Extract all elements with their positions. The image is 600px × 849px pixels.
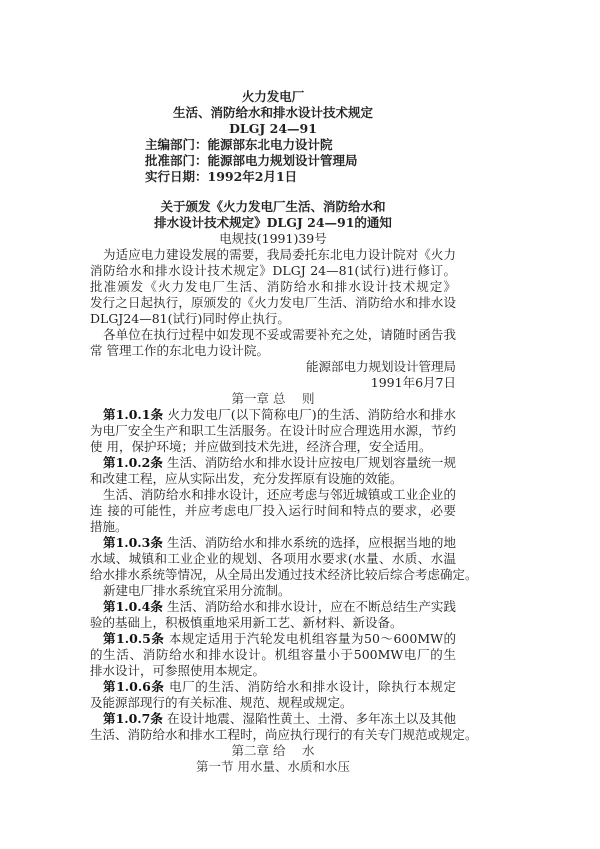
text-line: [90, 679, 456, 695]
text-line: [90, 615, 456, 631]
article: [90, 455, 456, 487]
notice-title-1: 关于颁发《火力发电厂生活、消防给水和: [160, 199, 386, 214]
line-text: 各单位在执行过程中如发现不妥或需要补充之处，请随时函告我: [103, 327, 456, 342]
article-label: 第1.0.7条: [103, 711, 163, 726]
section-1-title: 第一节 用水量、水质和水压: [196, 759, 350, 774]
line-text: 及能源部现行的有关标准、规范、规程或规定。: [90, 695, 353, 710]
text-line: [90, 327, 456, 343]
text-line: [90, 695, 456, 711]
doc-code: DLGJ 24—91: [229, 121, 317, 136]
line-text: 发行之日起执行，原颁发的《火力发电厂生活、消防给水和排水设: [90, 295, 456, 310]
chapter-1-title: 第一章 总 则: [231, 391, 315, 406]
text-line: [90, 471, 456, 487]
text-line: [90, 535, 456, 551]
article: [90, 407, 456, 455]
line-text: 生活、消防给水和排水系统的选择，应根据当地的地: [167, 535, 456, 550]
text-line: [90, 503, 456, 519]
article-label: 第1.0.4条: [103, 599, 163, 614]
article: [90, 679, 456, 711]
text-line: [90, 279, 456, 295]
article: [90, 711, 478, 743]
text-line: [90, 407, 456, 423]
line-text: 电厂的生活、消防给水和排水设计，除执行本规定: [169, 679, 456, 694]
notice-paragraph-2: [90, 327, 456, 359]
notice-paragraph-1: [90, 247, 456, 327]
line-text: 排水设计，可参照使用本规定。: [90, 663, 266, 678]
chapter-2-title: 第二章 给 水: [231, 743, 315, 758]
article-label: 第1.0.1条: [103, 407, 164, 422]
article: [90, 631, 456, 679]
text-line: [90, 647, 456, 663]
text-line: [90, 423, 456, 439]
text-line: [90, 631, 456, 647]
approver-dept: 批准部门：能源部电力规划设计管理局: [145, 153, 358, 168]
article-label: 第1.0.3条: [103, 535, 163, 550]
line-text: 生活、消防给水和排水设计，应在不断总结生产实践: [167, 599, 456, 614]
text-line: [90, 343, 456, 359]
line-text: 验的基础上，积极慎重地采用新工艺、新材料、新设备。: [90, 615, 403, 630]
line-text: 批准颁发《火力发电厂生活、消防给水和排水设计技术规定》: [90, 279, 456, 294]
line-text: 常 管理工作的东北电力设计院。: [90, 343, 269, 358]
text-line: [90, 439, 456, 455]
line-text: 消防给水和排水设计技术规定》DLGJ 24—81(试行)进行修订。: [90, 263, 456, 278]
line-text: 和改建工程，应从实际出发，充分发挥原有设施的效能。: [90, 471, 403, 486]
article: [90, 583, 456, 599]
line-text: 的生活、消防给水和排水设计。机组容量小于500MW电厂的生: [90, 647, 456, 662]
effective-date: 实行日期：1992年2月1日: [145, 169, 298, 184]
line-text: 为适应电力建设发展的需要，我局委托东北电力设计院对《火力: [103, 247, 456, 262]
line-text: DLGJ24—81(试行)同时停止执行。: [90, 311, 290, 326]
text-line: [90, 455, 456, 471]
text-line: [90, 711, 456, 727]
text-line: [90, 295, 456, 311]
line-text: 本规定适用于汽轮发电机组容量为50～600MW的: [168, 631, 456, 646]
article: [90, 535, 478, 583]
text-line: [90, 263, 456, 279]
text-line: [90, 247, 456, 263]
line-text: 火力发电厂(以下简称电厂)的生活、消防给水和排水: [167, 407, 456, 422]
line-text: 措施。: [90, 519, 128, 534]
line-text: 生活、消防给水和排水设计，还应考虑与邻近城镇或工业企业的: [103, 487, 456, 502]
line-text: 生活、消防给水和排水设计应按电厂规划容量统一规: [167, 455, 456, 470]
notice-title-2: 排水设计技术规定》DLGJ 24—91的通知: [154, 215, 392, 230]
notice-date: 1991年6月7日: [370, 375, 456, 390]
article: [90, 487, 456, 535]
editor-dept: 主编部门：能源部东北电力设计院: [145, 137, 333, 152]
text-line: [90, 727, 478, 743]
notice-signature: 能源部电力规划设计管理局: [305, 359, 456, 374]
article: [90, 599, 456, 631]
line-text: 使 用，保护环境；并应做到技术先进，经济合理，安全适用。: [90, 439, 432, 454]
text-line: [90, 311, 456, 327]
text-line: [90, 487, 456, 503]
article-label: 第1.0.2条: [103, 455, 163, 470]
doc-subtitle: 生活、消防给水和排水设计技术规定: [172, 105, 373, 120]
doc-title: 火力发电厂: [241, 89, 305, 104]
line-text: 水域、城镇和工业企业的规划、各项用水要求(水量、水质、水温: [90, 551, 456, 566]
notice-doc-number: 电规技(1991)39号: [219, 231, 327, 246]
text-line: [90, 567, 478, 583]
line-text: 连 接的可能性，并应考虑电厂投入运行时间和特点的要求，必要: [90, 503, 456, 518]
chapter-1-articles: [90, 407, 478, 743]
line-text: 在设计地震、湿陷性黄土、土滑、多年冻土以及其他: [167, 711, 456, 726]
text-line: [90, 583, 456, 599]
text-line: [90, 519, 456, 535]
line-text: 生活、消防给水和排水工程时，尚应执行现行的有关专门规范或规定。: [90, 727, 478, 742]
text-line: [90, 551, 456, 567]
line-text: 给水排水系统等情况，从全局出发通过技术经济比较后综合考虑确定。: [90, 567, 478, 582]
text-line: [90, 663, 456, 679]
line-text: 为电厂安全生产和职工生活服务。在设计时应合理选用水源，节约: [90, 423, 456, 438]
article-label: 第1.0.6条: [103, 679, 165, 694]
document-page: [90, 89, 478, 775]
article-label: 第1.0.5条: [103, 631, 165, 646]
line-text: 新建电厂排水系统宜采用分流制。: [103, 583, 291, 598]
text-line: [90, 599, 456, 615]
